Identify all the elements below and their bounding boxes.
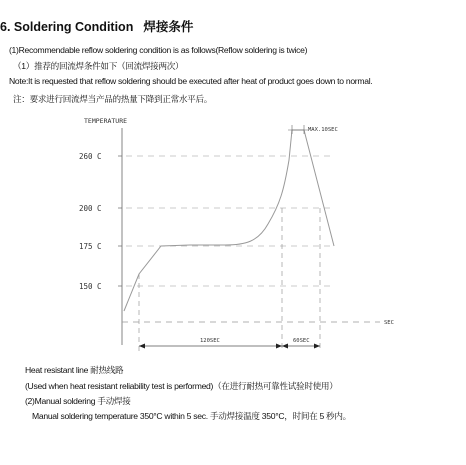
reflow-note-cn: 注：要求进行回流焊当产品的热量下降到正常水平后。 [13,94,213,104]
soak-time-dimension [139,338,282,349]
x-axis-label: SEC [384,320,394,326]
reflow-arrow-right [314,344,320,349]
manual-soldering-heading: (2)Manual soldering 手动焊接 [25,396,131,406]
soak-arrow-left [139,344,145,349]
reflow-condition-en: (1)Recommendable reflow soldering condition is as follows(Reflow soldering is twice) [9,45,308,55]
section-title-cn: 焊接条件 [143,20,194,34]
reflow-condition-cn: （1）推荐的回流焊条件如下（回流焊接两次） [13,61,184,71]
y-tick-label-150: 150 C [79,282,102,291]
y-axis-label: TEMPERATURE [84,117,128,125]
reflow-time-dimension [282,338,320,349]
y-tick-label-175: 175 C [79,242,102,251]
y-tick-label-200: 200 C [79,204,102,213]
manual-soldering-temperature: Manual soldering temperature 350°C within 5 sec. 手动焊接温度 350°C，时间在 5 秒内。 [32,411,351,421]
soak-time-label: 120SEC [200,338,220,344]
heat-resistant-usage-note: (Used when heat resistant reliability test is performed)（在进行耐热可靠性试验时使用） [25,381,338,391]
y-ticks [79,152,122,291]
time-markers [139,208,320,352]
temperature-guides [126,156,330,286]
reflow-note-en: Note:It is requested that reflow soldering should be executed after heat of product goes down to normal. [9,76,373,86]
soak-arrow-right [276,344,282,349]
peak-time-label: MAX.10SEC [308,127,338,133]
reflow-profile-curve [124,130,334,311]
section-title-en: 6. Soldering Condition [0,20,134,34]
y-tick-label-260: 260 C [79,152,102,161]
reflow-arrow-left [282,344,288,349]
heat-resistant-line-label: Heat resistant line 耐热线路 [25,365,124,375]
reflow-time-label: 60SEC [293,338,310,344]
